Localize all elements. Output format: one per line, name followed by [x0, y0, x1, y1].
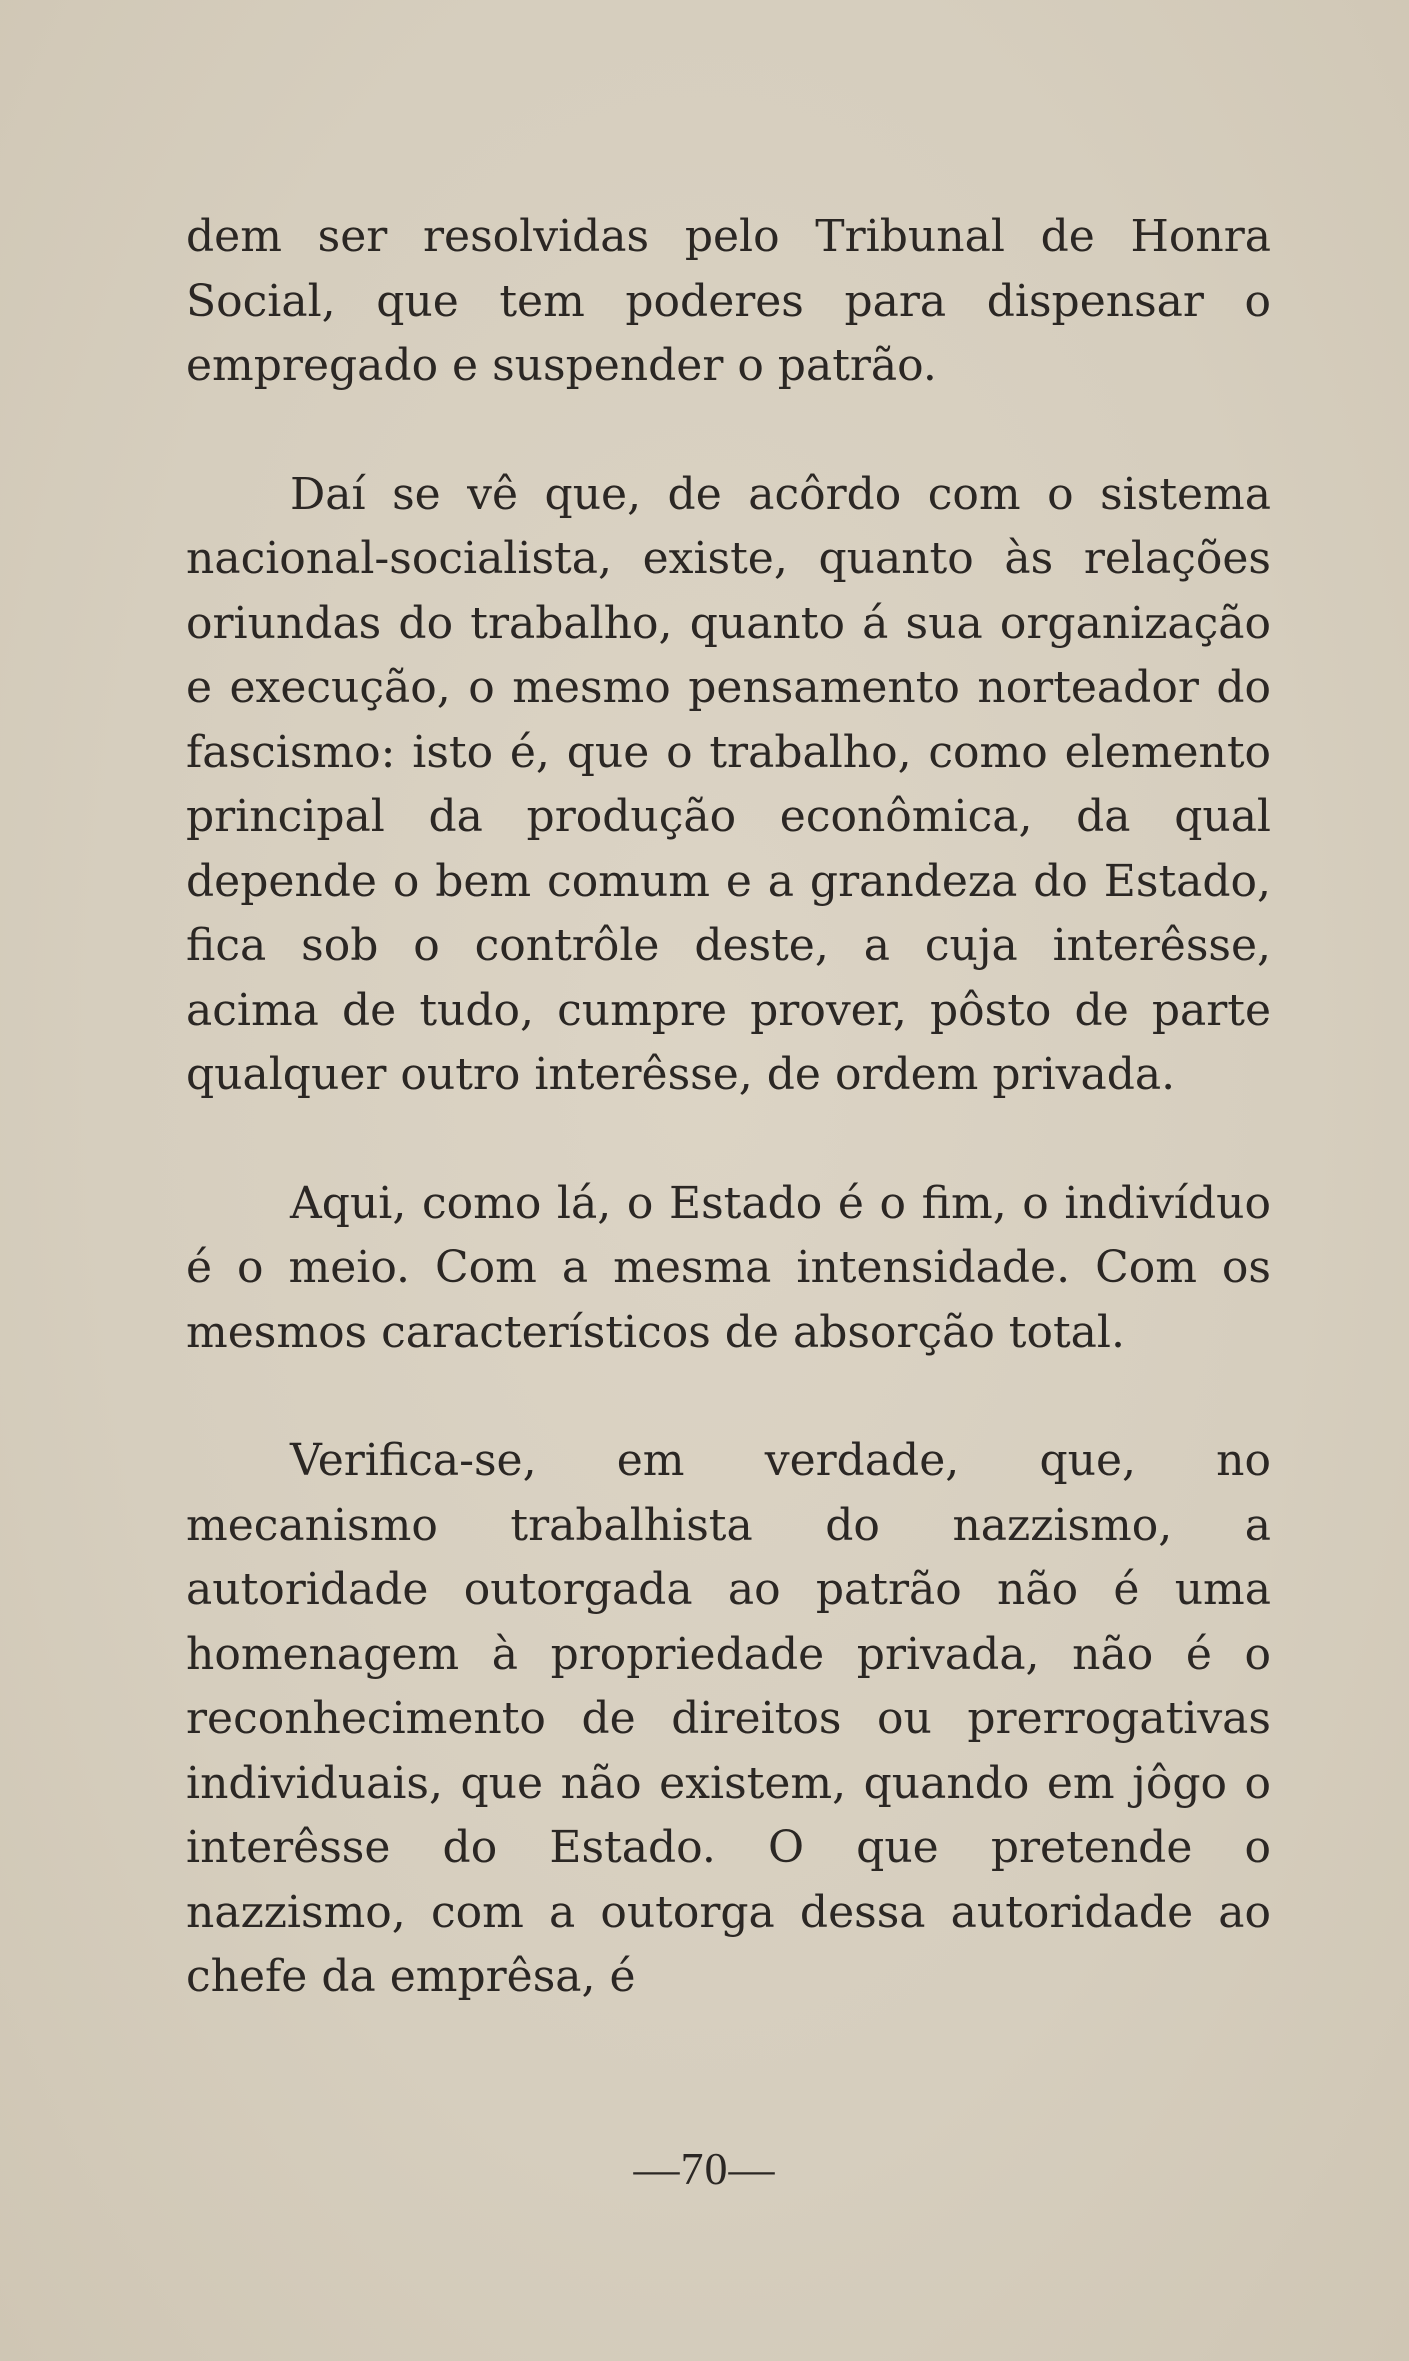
- paragraph: Aqui, como lá, o Estado é o fim, o indivíduo é o meio. Com a mesma intensidade. Com os mesmos característicos de absorção total.: [186, 1177, 1271, 1358]
- page-number: —70—: [633, 2143, 776, 2194]
- page-body: [186, 205, 1271, 2010]
- paragraph-continuation: dem ser resolvidas pelo Tribunal de Honra Social, que tem poderes para dispensar o empregado e suspender o patrão.: [186, 211, 1271, 391]
- paragraph: Daí se vê que, de acôrdo com o sistema nacional-socialista, existe, quanto às relações oriundas do trabalho, quanto á sua organização e execução, o mesmo pensamento norteador do fascismo: isto é, que o trabalho, como elemento principal da produção econômica, da qual depende o bem comum e a grandeza do Estado, fica sob o contrôle deste, a cuja interêsse, acima de tudo, cumpre prover, pôsto de parte qualquer outro interêsse, de ordem privada.: [186, 468, 1271, 1100]
- paragraph: Verifica-se, em verdade, que, no mecanismo trabalhista do nazzismo, a autoridade outorgada ao patrão não é uma homenagem à propriedade privada, não é o reconhecimento de direitos ou prerrogativas individuais, que não existem, quando em jôgo o interêsse do Estado. O que pretende o nazzismo, com a outorga dessa autoridade ao chefe da emprêsa, é: [186, 1435, 1271, 2002]
